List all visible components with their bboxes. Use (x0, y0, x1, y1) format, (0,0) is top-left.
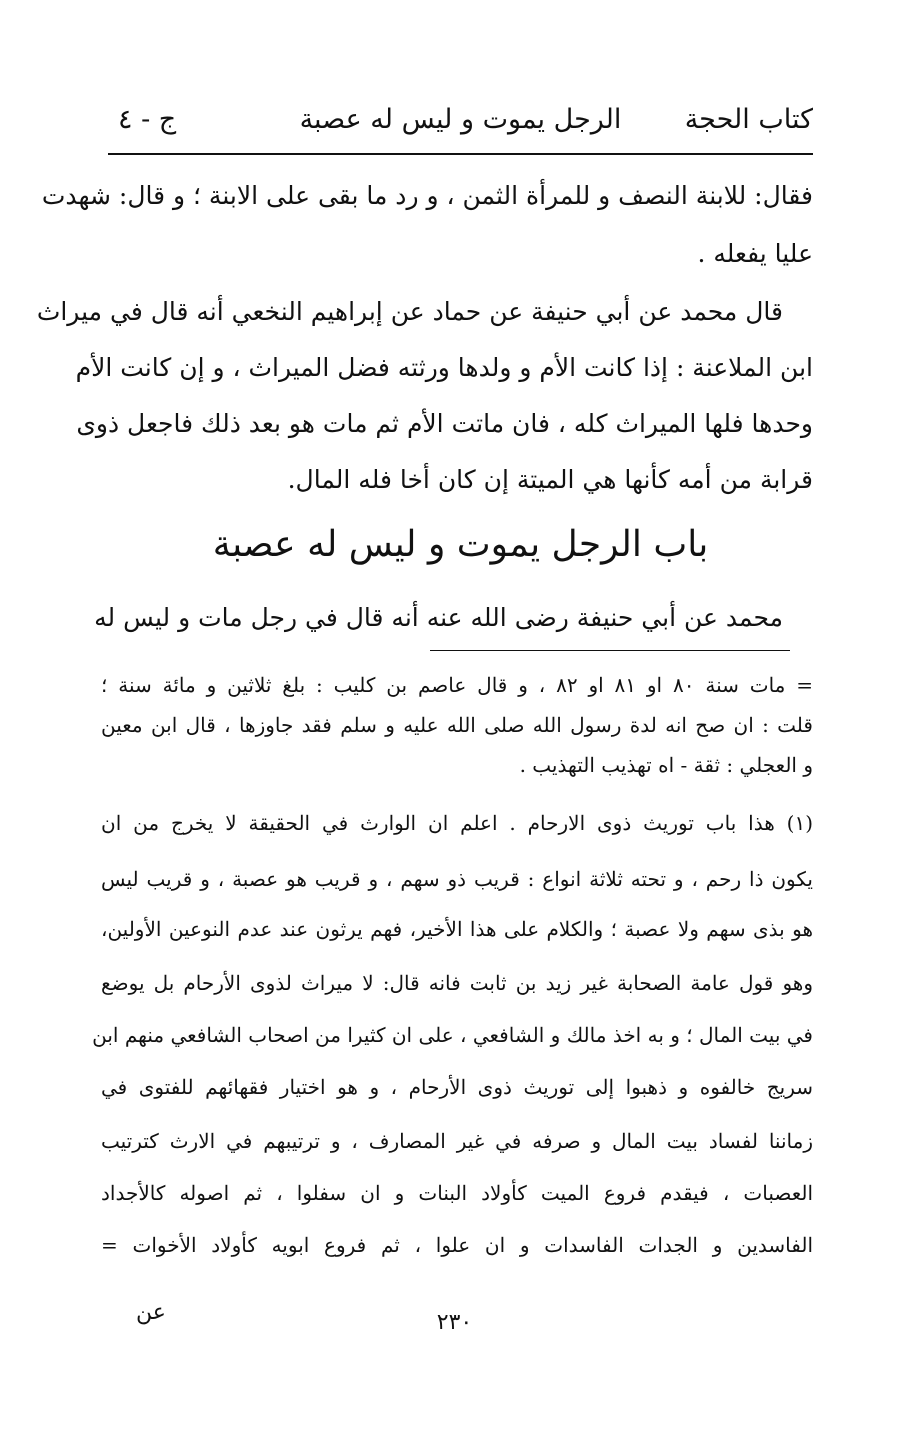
footnote-line: يكون ذا رحم ، و تحته ثلاثة انواع : قريب ذو سهم ، و قريب هو عصبة ، و قريب ليس (101, 867, 813, 891)
body-line: عليا يفعله . (697, 239, 813, 268)
footnote-line: الفاسدين و الجدات الفاسدات و ان علوا ، ثم فروع ابويه كأولاد الأخوات = (101, 1233, 813, 1257)
page-number: ٢٣٠ (436, 1310, 473, 1335)
footnote-line: سريج خالفوه و ذهبوا إلى توريث ذوى الأرحام ، و هو اختيار فقهائهم للفتوى في (101, 1075, 813, 1099)
header-rule (108, 153, 813, 155)
body-line: قال محمد عن أبي حنيفة عن حماد عن إبراهيم النخعي أنه قال في ميراث (36, 297, 783, 326)
footnote-line: زماننا لفساد بيت المال و صرفه في غير المصارف ، و ترتيبهم في الارث كترتيب (101, 1129, 813, 1153)
footnote-line: العصبات ، فيقدم فروع الميت كأولاد البنات و ان سفلوا ، ثم اصوله كالأجداد (101, 1181, 813, 1205)
footnote-line: و العجلي : ثقة - اه تهذيب التهذيب . (519, 753, 813, 777)
chapter-title: الرجل يموت و ليس له عصبة (299, 104, 622, 135)
body-line: فقال: للابنة النصف و للمرأة الثمن ، و رد ما بقى على الابنة ؛ و قال: شهدت (41, 181, 813, 210)
footnote-rule (430, 650, 790, 651)
footnote-line: في بيت المال ؛ و به اخذ مالك و الشافعي ، على ان كثيرا من اصحاب الشافعي منهم ابن (92, 1023, 813, 1047)
body-line: قرابة من أمه كأنها هي الميتة إن كان أخا فله المال. (287, 465, 813, 494)
book-title: كتاب الحجة (684, 104, 813, 135)
footnote-line: هو بذى سهم ولا عصبة ؛ والكلام على هذا الأخير، فهم يرثون عند عدم النوعين الأولين، (101, 917, 813, 941)
catchword: عن (136, 1300, 166, 1325)
footnote-line: = مات سنة ٨٠ او ٨١ او ٨٢ ، و قال عاصم بن كليب : بلغ ثلاثين و مائة سنة ؛ (101, 673, 814, 697)
running-header (108, 98, 813, 146)
volume-number: ج - ٤ (118, 104, 177, 135)
footnote-line: (١) هذا باب توريث ذوى الارحام . اعلم ان الوارث في الحقيقة لا يخرج من ان (101, 811, 813, 835)
footnote-line: وهو قول عامة الصحابة غير زيد بن ثابت فانه قال: لا ميراث لذوى الأرحام بل يوضع (101, 971, 813, 995)
section-intro-line: محمد عن أبي حنيفة رضى الله عنه أنه قال في رجل مات و ليس له (94, 603, 783, 632)
body-line: ابن الملاعنة : إذا كانت الأم و ولدها ورثته فضل الميراث ، و إن كانت الأم (75, 353, 813, 382)
footnote-line: قلت : ان صح انه لدة رسول الله صلى الله عليه و سلم فقد جاوزها ، قال ابن معين (101, 713, 813, 737)
section-title: باب الرجل يموت و ليس له عصبة (212, 524, 709, 565)
body-line: وحدها فلها الميراث كله ، فان ماتت الأم ثم مات هو بعد ذلك فاجعل ذوى (76, 409, 813, 438)
